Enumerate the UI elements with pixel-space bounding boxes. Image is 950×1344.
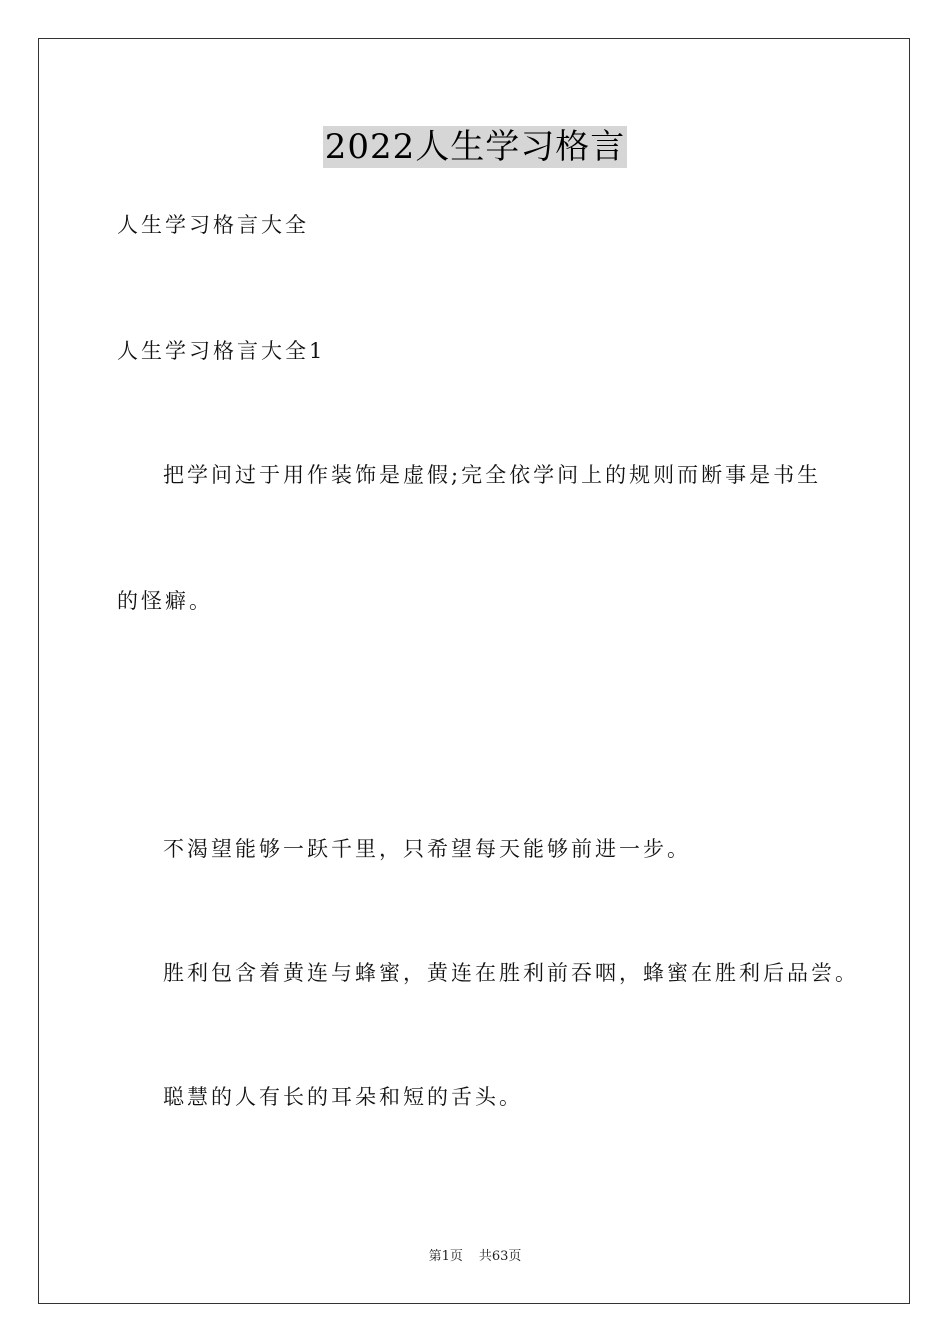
document-subtitle: 人生学习格言大全 xyxy=(117,213,309,237)
paragraph-3: 胜利包含着黄连与蜂蜜，黄连在胜利前吞咽，蜂蜜在胜利后品尝。 xyxy=(163,961,859,985)
document-title: 2022人生学习格言 xyxy=(324,127,626,167)
paragraph-1-line-1: 把学问过于用作装饰是虚假;完全依学问上的规则而断事是书生 xyxy=(163,463,822,487)
page-footer xyxy=(0,1248,950,1266)
paragraph-2: 不渴望能够一跃千里，只希望每天能够前进一步。 xyxy=(163,837,691,861)
paragraph-1-line-2: 的怪癖。 xyxy=(117,589,213,613)
section-heading: 人生学习格言大全1 xyxy=(117,339,326,363)
title-container xyxy=(0,126,950,168)
page-number: 第1页 xyxy=(428,1249,463,1264)
page-total: 共63页 xyxy=(478,1249,522,1264)
paragraph-4: 聪慧的人有长的耳朵和短的舌头。 xyxy=(163,1085,523,1109)
